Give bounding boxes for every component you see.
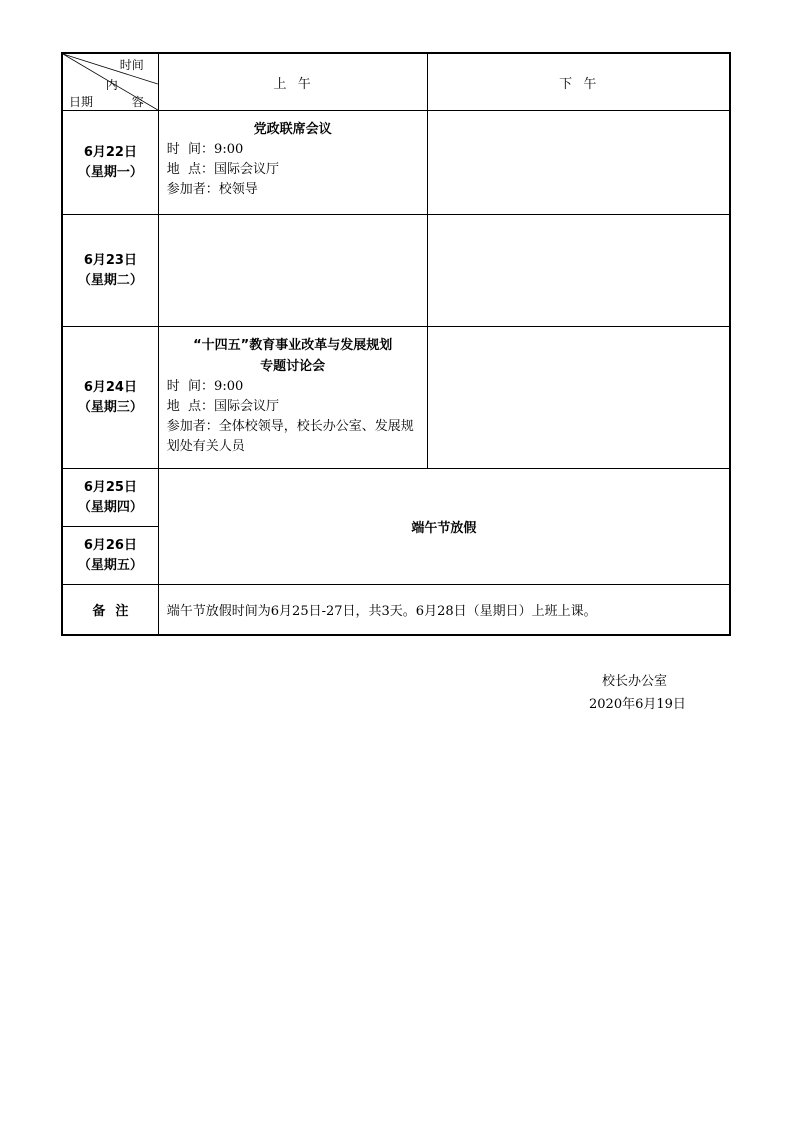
date-label: 6月24日 — [83, 379, 137, 395]
date-label: 6月26日 — [83, 537, 137, 553]
schedule-row-0623 — [62, 215, 730, 327]
meeting-attendees: 参加者：全体校领导，校长办公室、发展规划处有关人员 — [166, 419, 414, 454]
issue-date: 2020年6月19日 — [589, 697, 686, 712]
meeting-title: 党政联席会议 — [253, 122, 332, 137]
weekday-label: （星期五） — [77, 557, 143, 573]
note-label: 备注 — [62, 585, 158, 635]
date-cell — [62, 111, 158, 215]
diag-label-rong: 容 — [131, 95, 144, 109]
schedule-row-0624 — [62, 327, 730, 469]
meeting-place: 地 点：国际会议厅 — [166, 162, 280, 177]
weekday-label: （星期二） — [77, 272, 143, 288]
weekly-schedule-table — [61, 52, 731, 636]
schedule-row-0622 — [62, 111, 730, 215]
afternoon-header: 下 午 — [427, 53, 730, 111]
meeting-title-line2: 专题讨论会 — [260, 359, 326, 374]
date-cell — [62, 469, 158, 527]
diag-label-time: 时间 — [119, 58, 144, 72]
weekday-label: （星期一） — [77, 164, 143, 180]
date-cell — [62, 527, 158, 585]
morning-cell — [158, 215, 427, 327]
meeting-attendees: 参加者：校领导 — [166, 182, 258, 197]
diag-label-date: 日期 — [69, 95, 94, 109]
header-row — [62, 53, 730, 111]
meeting-time: 时 间：9:00 — [166, 379, 244, 394]
holiday-cell: 端午节放假 — [158, 469, 730, 585]
note-row — [62, 585, 730, 635]
morning-cell — [158, 327, 427, 469]
afternoon-cell — [427, 111, 730, 215]
diag-label-nei: 内 — [105, 78, 118, 92]
morning-header: 上 午 — [158, 53, 427, 111]
meeting-time: 时 间：9:00 — [166, 142, 244, 157]
date-cell — [62, 327, 158, 469]
diagonal-header-cell — [62, 53, 158, 111]
date-label: 6月22日 — [83, 144, 137, 160]
meeting-title: “十四五”教育事业改革与发展规划 — [193, 338, 393, 353]
afternoon-cell — [427, 215, 730, 327]
weekday-label: （星期四） — [77, 499, 143, 515]
meeting-place: 地 点：国际会议厅 — [166, 399, 280, 414]
date-label: 6月23日 — [83, 252, 137, 268]
schedule-row-0625 — [62, 469, 730, 527]
weekday-label: （星期三） — [77, 399, 143, 415]
date-cell — [62, 215, 158, 327]
afternoon-cell — [427, 327, 730, 469]
morning-cell — [158, 111, 427, 215]
note-text: 端午节放假时间为6月25日-27日，共3天。6月28日（星期日）上班上课。 — [158, 585, 730, 635]
issuing-office: 校长办公室 — [602, 674, 668, 689]
date-label: 6月25日 — [83, 479, 137, 495]
